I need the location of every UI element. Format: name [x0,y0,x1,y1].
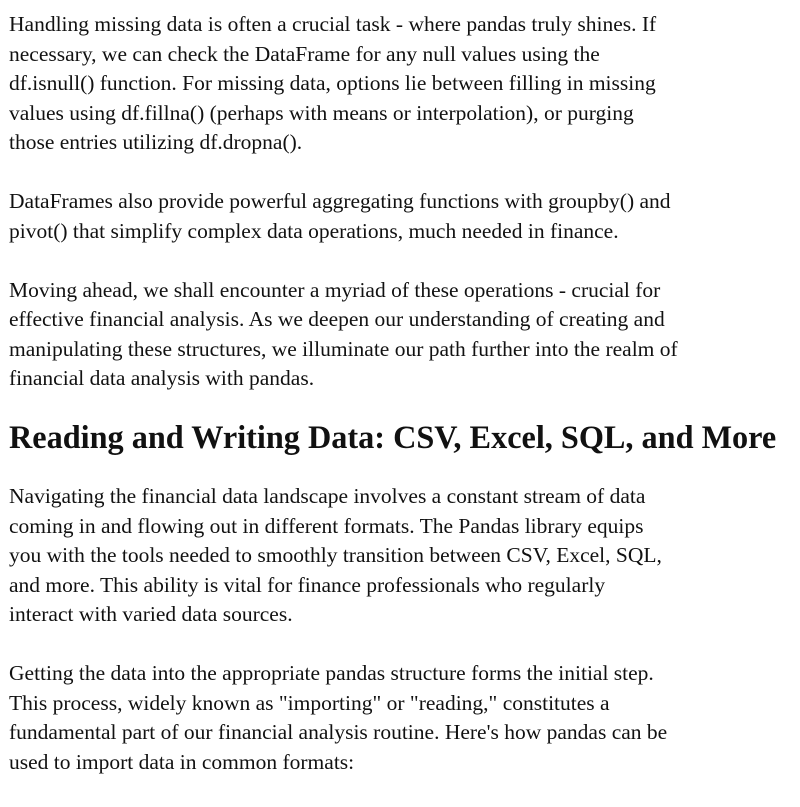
text-line: manipulating these structures, we illuminate our path further into the realm of [9,336,678,361]
text-line: interact with varied data sources. [9,602,293,626]
text-line: This process, widely known as "importing" or "reading," constitutes a [9,690,610,715]
text-line: used to import data in common formats: [9,749,355,774]
text-line: coming in and flowing out in different formats. The Pandas library equips [9,513,644,538]
text-line: and more. This ability is vital for finance professionals who regularly [9,572,606,597]
text-line: Navigating the financial data landscape involves a constant stream of data [9,484,646,508]
text-line: values using df.fillna() (perhaps with means or interpolation), or purging [9,100,634,125]
document-page [9,10,791,807]
text-line: necessary, we can check the DataFrame for any null values using the [9,41,600,66]
section-heading [9,419,791,455]
paragraph-moving-ahead [9,276,791,394]
text-line: financial data analysis with pandas. [9,366,315,390]
text-line: Handling missing data is often a crucial task - where pandas truly shines. If [9,12,657,36]
text-line: Moving ahead, we shall encounter a myriad of these operations - crucial for [9,277,661,302]
text-line: pivot() that simplify complex data operations, much needed in finance. [9,218,619,243]
text-line: fundamental part of our financial analysis routine. Here's how pandas can be [9,720,668,744]
text-line: DataFrames also provide powerful aggregating functions with groupby() and [9,189,671,213]
text-line: Getting the data into the appropriate pandas structure forms the initial step. [9,661,654,685]
heading-text: Reading and Writing Data: CSV, Excel, SQL, and More [9,419,777,455]
paragraph-importing [9,659,791,777]
text-line: effective financial analysis. As we deepen our understanding of creating and [9,307,665,331]
text-line: you with the tools needed to smoothly transition between CSV, Excel, SQL, [9,543,662,567]
paragraph-missing-data [9,10,791,158]
text-line: those entries utilizing df.dropna(). [9,130,303,154]
text-line: df.isnull() function. For missing data, options lie between filling in missing [9,71,656,95]
paragraph-navigating [9,482,791,630]
paragraph-aggregating [9,187,791,246]
